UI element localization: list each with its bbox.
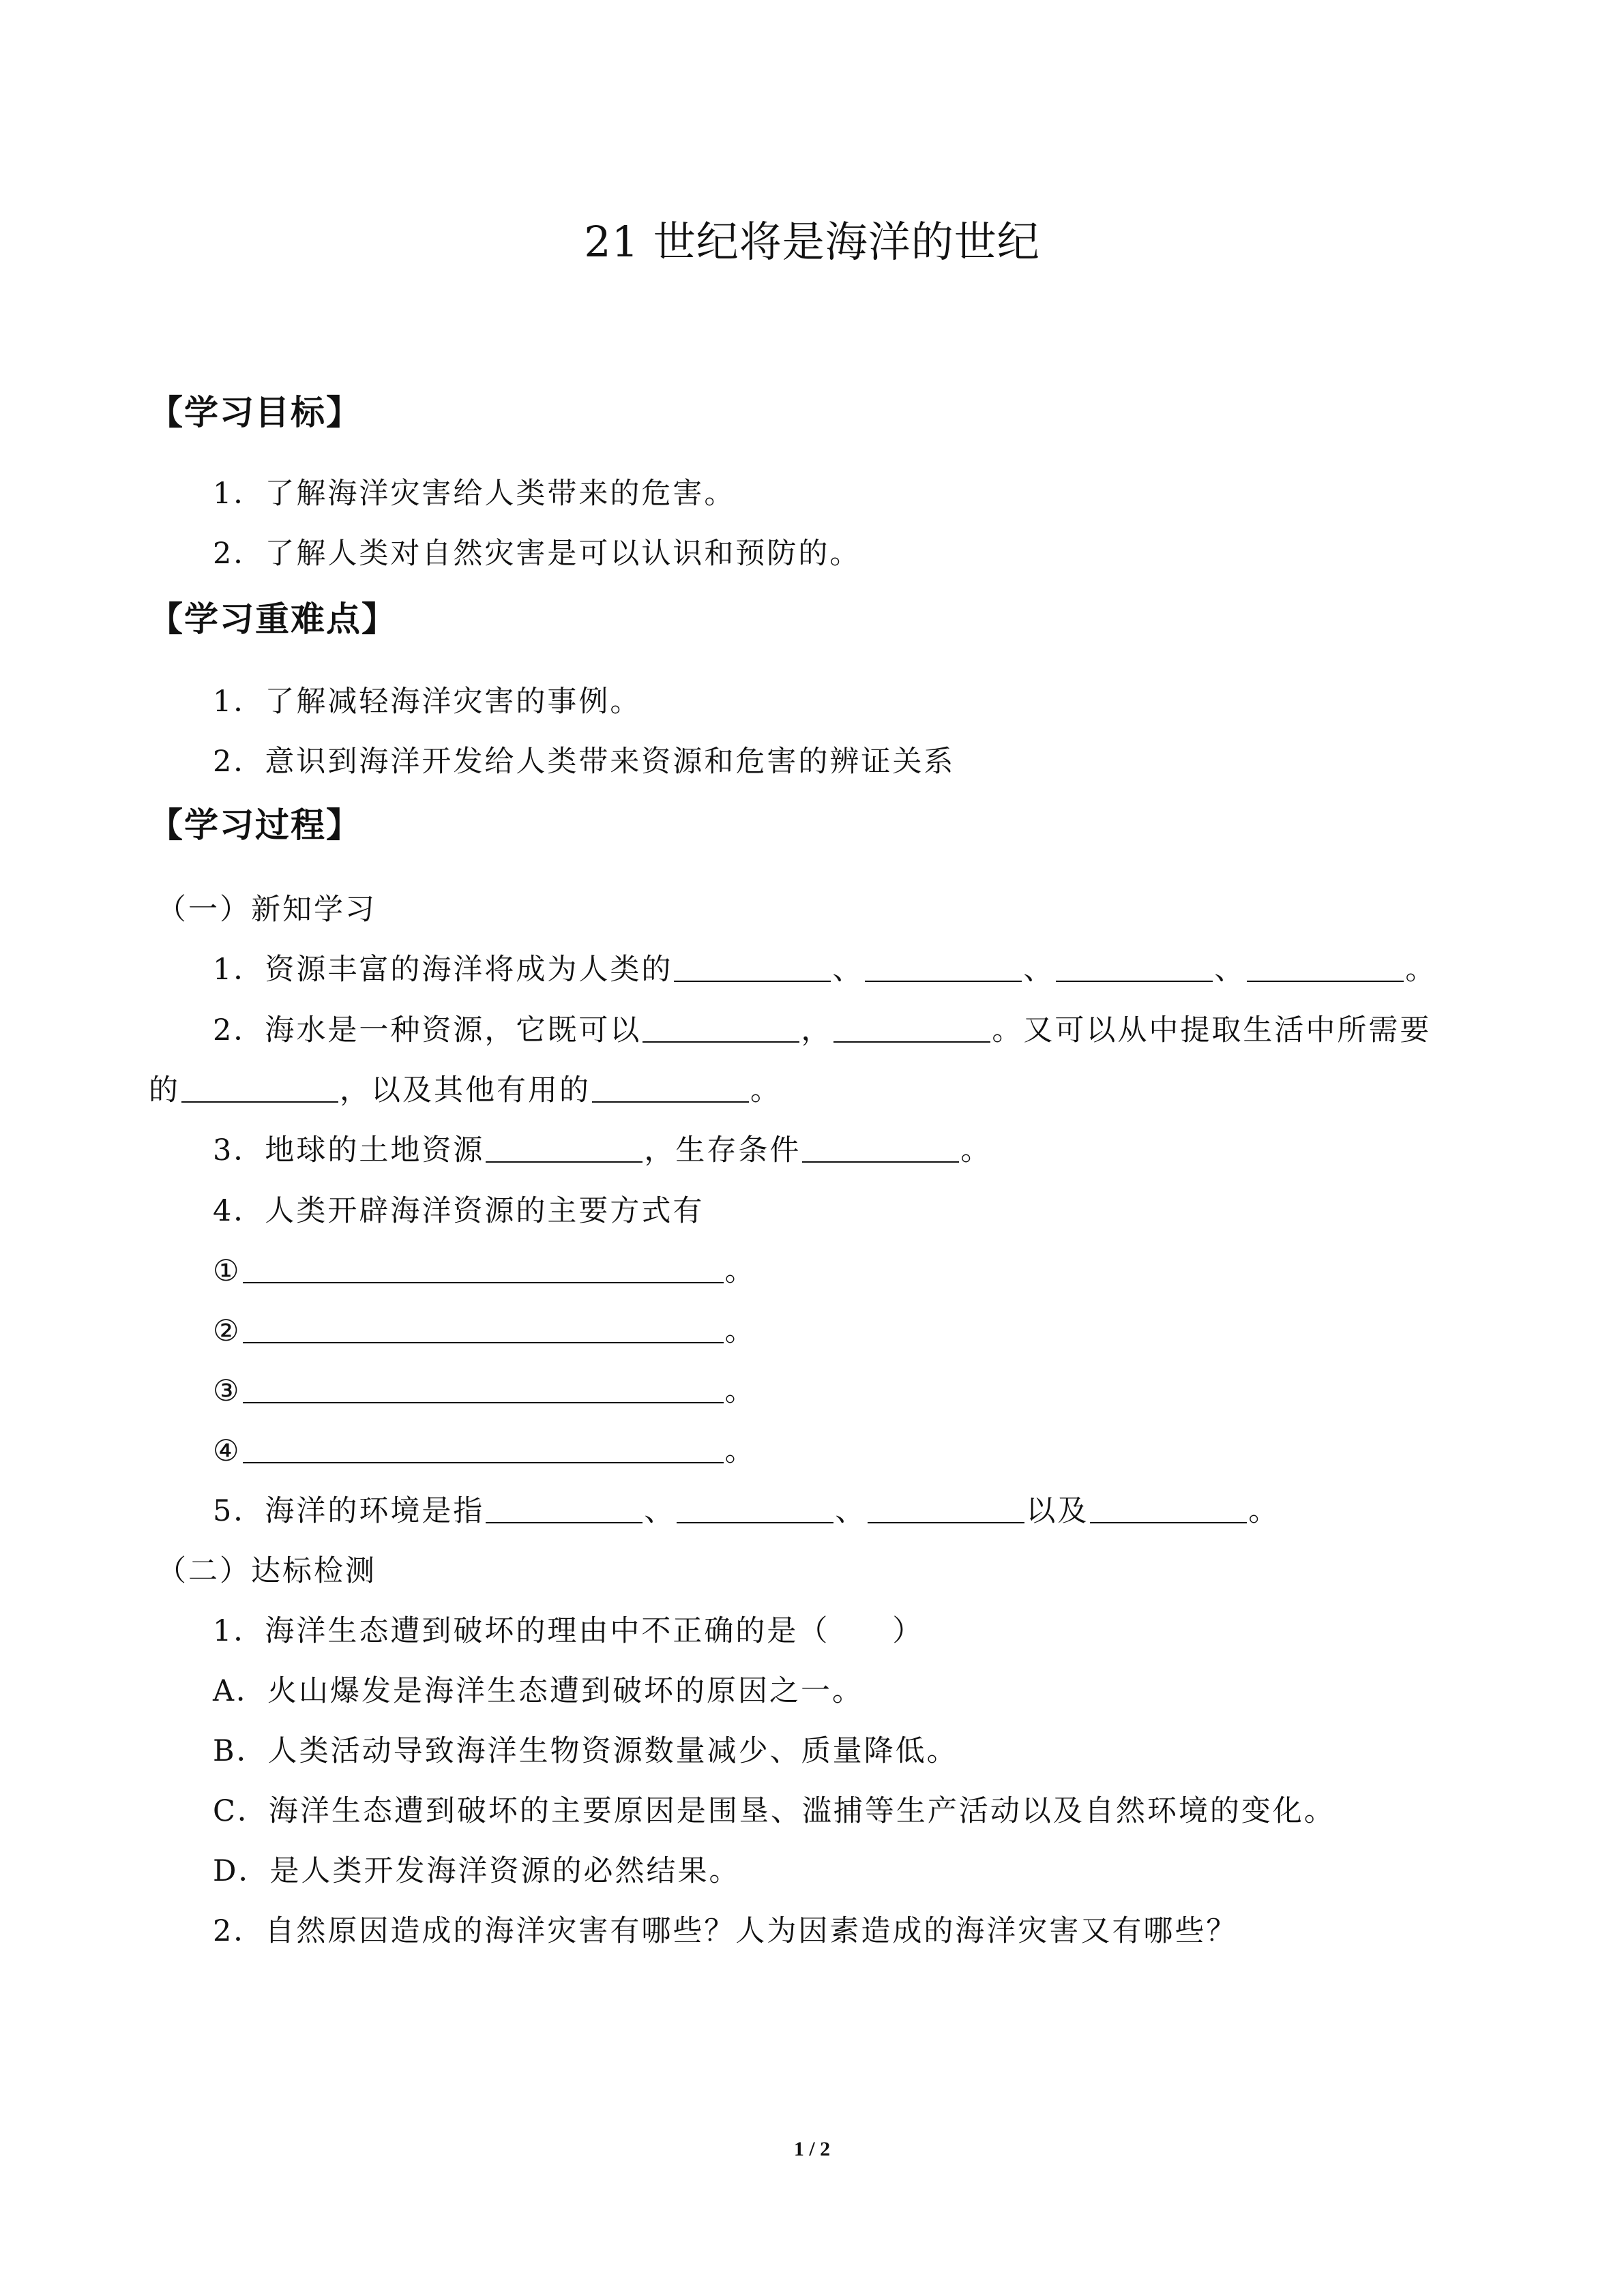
question-text: 5．海洋的环境是指	[213, 1494, 485, 1528]
assessment-question-1: 1．海洋生态遭到破坏的理由中不正确的是（ ）	[213, 1614, 924, 1648]
page-title: 21 世纪将是海洋的世纪	[584, 217, 1040, 267]
fill-question-5	[213, 1488, 1280, 1530]
option-c[interactable]: C．海洋生态遭到破坏的主要原因是围垦、滥捕等生产活动以及自然环境的变化。	[213, 1794, 1335, 1828]
answer-blank[interactable]	[865, 953, 1022, 982]
subsection-label-new-knowledge: （一）新知学习	[157, 893, 377, 927]
question-text: 的	[149, 1073, 180, 1107]
method-line-4	[213, 1428, 756, 1470]
punctuation: 。	[724, 1254, 756, 1288]
answer-blank[interactable]	[1090, 1495, 1247, 1523]
answer-blank[interactable]	[833, 1014, 990, 1043]
fill-question-2	[213, 1007, 1431, 1049]
separator: 、	[644, 1494, 676, 1528]
answer-blank[interactable]	[1247, 953, 1404, 982]
punctuation: 。	[960, 1133, 992, 1167]
subsection-label-assessment: （二）达标检测	[157, 1554, 377, 1588]
fill-question-3	[213, 1127, 992, 1169]
goal-item: 1．了解海洋灾害给人类带来的危害。	[213, 477, 736, 511]
circled-number: ①	[213, 1254, 241, 1288]
circled-number: ④	[213, 1434, 241, 1468]
answer-blank[interactable]	[643, 1014, 799, 1043]
answer-blank[interactable]	[486, 1495, 643, 1523]
method-line-2	[213, 1308, 756, 1350]
question-text: 1．资源丰富的海洋将成为人类的	[213, 953, 673, 987]
goal-item: 2．了解人类对自然灾害是可以认识和预防的。	[213, 537, 861, 571]
punctuation: 。	[724, 1314, 756, 1348]
assessment-question-2: 2．自然原因造成的海洋灾害有哪些？人为因素造成的海洋灾害又有哪些？	[213, 1914, 1238, 1948]
circled-number: ③	[213, 1374, 241, 1408]
question-4: 4．人类开辟海洋资源的主要方式有	[213, 1194, 705, 1228]
question-text: 以及	[1026, 1494, 1089, 1528]
option-a[interactable]: A．火山爆发是海洋生态遭到破坏的原因之一。	[213, 1674, 864, 1708]
answer-blank[interactable]	[181, 1074, 338, 1103]
punctuation: 。	[750, 1073, 782, 1107]
question-text: ，生存条件	[644, 1133, 801, 1167]
answer-blank[interactable]	[243, 1315, 724, 1343]
section-heading-goals: 【学习目标】	[149, 393, 361, 432]
answer-blank[interactable]	[243, 1255, 724, 1283]
section-heading-process: 【学习过程】	[149, 805, 361, 845]
question-text: ，以及其他有用的	[340, 1073, 591, 1107]
punctuation: ，	[801, 1013, 833, 1047]
key-point-item: 2．意识到海洋开发给人类带来资源和危害的辨证关系	[213, 745, 956, 779]
answer-blank[interactable]	[592, 1074, 749, 1103]
option-b[interactable]: B．人类活动导致海洋生物资源数量减少、质量降低。	[213, 1734, 958, 1768]
punctuation: 。	[724, 1374, 756, 1408]
question-text: 2．海水是一种资源，它既可以	[213, 1013, 642, 1047]
answer-blank[interactable]	[802, 1134, 959, 1163]
separator: 、	[1023, 953, 1055, 987]
separator: 、	[832, 953, 864, 987]
answer-blank[interactable]	[868, 1495, 1024, 1523]
answer-blank[interactable]	[677, 1495, 833, 1523]
section-heading-key-points: 【学习重难点】	[149, 599, 397, 639]
method-line-1	[213, 1248, 756, 1289]
option-d[interactable]: D．是人类开发海洋资源的必然结果。	[213, 1854, 741, 1888]
fill-question-2-continued	[149, 1067, 782, 1109]
question-text: 。又可以从中提取生活中所需要	[992, 1013, 1432, 1047]
punctuation: 。	[724, 1434, 756, 1468]
separator: 、	[835, 1494, 867, 1528]
punctuation: 。	[1405, 953, 1437, 987]
answer-blank[interactable]	[243, 1375, 724, 1403]
fill-question-1	[213, 946, 1436, 988]
answer-blank[interactable]	[486, 1134, 643, 1163]
key-point-item: 1．了解减轻海洋灾害的事例。	[213, 685, 642, 719]
answer-blank[interactable]	[243, 1435, 724, 1463]
circled-number: ②	[213, 1314, 241, 1348]
answer-blank[interactable]	[1056, 953, 1213, 982]
method-line-3	[213, 1368, 756, 1410]
separator: 、	[1214, 953, 1246, 987]
question-text: 3．地球的土地资源	[213, 1133, 485, 1167]
answer-blank[interactable]	[674, 953, 831, 982]
page-number: 1 / 2	[793, 2138, 831, 2160]
punctuation: 。	[1248, 1494, 1280, 1528]
